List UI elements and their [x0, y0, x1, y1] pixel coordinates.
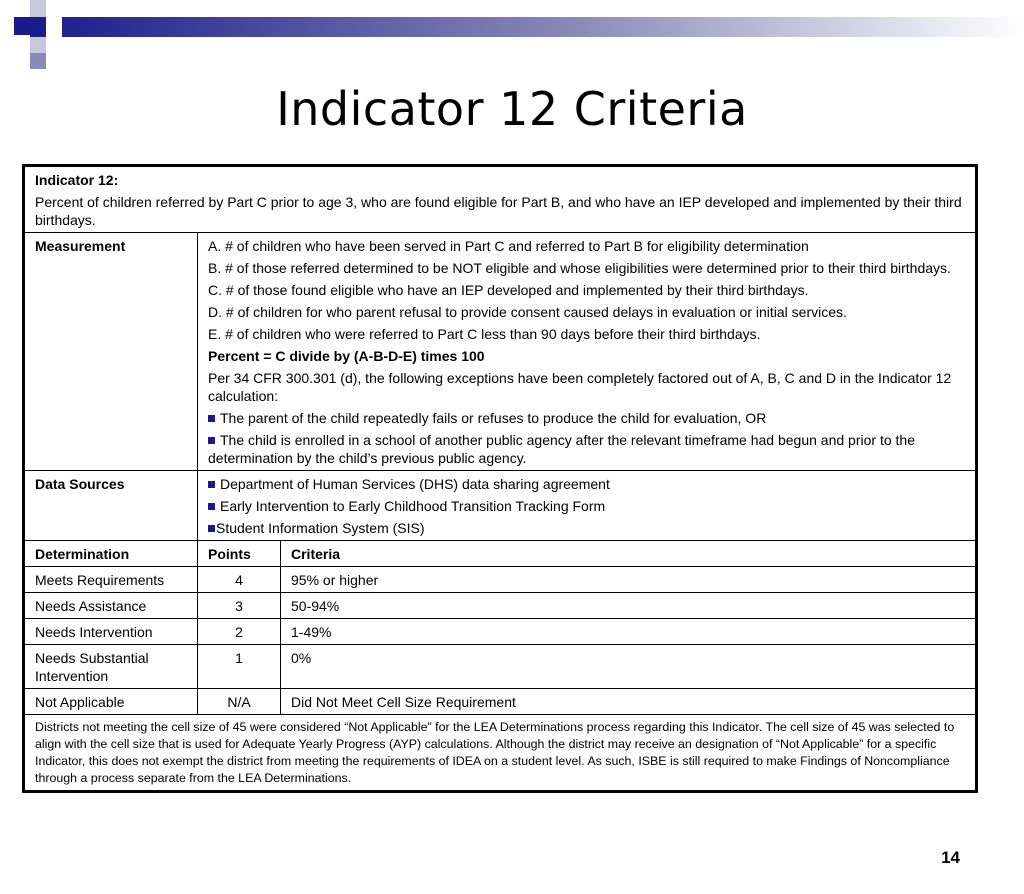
data-sources-row [24, 471, 977, 541]
exception-item: The parent of the child repeatedly fails or refuses to produce the child for evaluation, OR [208, 409, 965, 427]
measurement-label: Measurement [24, 233, 198, 471]
bullet-square-icon [208, 481, 215, 488]
criteria-cell: 50-94% [281, 593, 977, 619]
measurement-item: B. # of those referred determined to be NOT eligible and whose eligibilities were determined prior to their third birthdays. [208, 260, 951, 276]
points-cell: 4 [198, 567, 281, 593]
column-header: Criteria [281, 541, 977, 567]
page-number: 14 [941, 848, 960, 867]
criteria-cell: Did Not Meet Cell Size Requirement [281, 689, 977, 715]
measurement-item: A. # of children who have been served in Part C and referred to Part B for eligibility determination [208, 238, 809, 254]
determination-header-row [24, 541, 977, 567]
criteria-cell: 95% or higher [281, 567, 977, 593]
slide-title: Indicator 12 Criteria [276, 82, 748, 136]
indicator-heading: Indicator 12: [35, 172, 119, 188]
measurement-item: E. # of children who were referred to Part C less than 90 days before their third birthdays. [208, 326, 761, 342]
points-cell: 2 [198, 619, 281, 645]
column-header: Determination [24, 541, 198, 567]
exception-item: The child is enrolled in a school of another public agency after the relevant timeframe had begun and prior to the determination by the child’s previous public agency. [208, 432, 915, 466]
data-source-item: Early Intervention to Early Childhood Transition Tracking Form [208, 497, 965, 515]
bullet-square-icon [208, 503, 215, 510]
criteria-cell: 1-49% [281, 619, 977, 645]
points-cell: 1 [198, 645, 281, 689]
measurement-row [24, 233, 977, 471]
table-row [24, 645, 977, 689]
measurement-formula: Percent = C divide by (A-B-D-E) times 100 [208, 348, 485, 364]
table-row [24, 567, 977, 593]
measurement-item: D. # of children for who parent refusal to provide consent caused delays in evaluation or initial services. [208, 304, 847, 320]
data-sources-content [198, 471, 977, 541]
points-cell: 3 [198, 593, 281, 619]
criteria-table [22, 164, 978, 793]
table-row [24, 593, 977, 619]
column-header: Points [198, 541, 281, 567]
determination-cell: Needs Substantial Intervention [24, 645, 198, 689]
criteria-cell: 0% [281, 645, 977, 689]
bullet-square-icon [208, 415, 215, 422]
determination-cell: Needs Assistance [24, 593, 198, 619]
data-sources-label: Data Sources [24, 471, 198, 541]
exceptions-intro: Per 34 CFR 300.301 (d), the following exceptions have been completely factored out of A, B, C and D in the Indicator 12 calculation: [208, 370, 952, 404]
table-row [24, 689, 977, 715]
data-source-item: Student Information System (SIS) [208, 519, 965, 537]
determination-cell: Needs Intervention [24, 619, 198, 645]
footnote: Districts not meeting the cell size of 45 were considered “Not Applicable” for the LEA Determinations process regarding this Indicator. The cell size of 45 was selected to align with the cell size that is used for Adequate Yearly Progress (AYP) calculations. Although the district may receive an designation of “Not Applicable” for a specific Indicator, this does not exempt the district from meeting the requirements of IDEA on a student level. As such, ISBE is still required to make Findings of Noncompliance through a process separate from the LEA Determinations. [24, 715, 977, 792]
table-row [24, 619, 977, 645]
data-source-item: Department of Human Services (DHS) data sharing agreement [208, 475, 965, 493]
measurement-content [198, 233, 977, 471]
points-cell: N/A [198, 689, 281, 715]
bullet-square-icon [208, 437, 215, 444]
indicator-row [24, 166, 977, 233]
determination-cell: Not Applicable [24, 689, 198, 715]
bullet-square-icon [208, 525, 215, 532]
header-banner [0, 0, 1024, 70]
indicator-description: Percent of children referred by Part C prior to age 3, who are found eligible for Part B, and who have an IEP developed and implemented by their third birthdays. [35, 194, 962, 228]
determination-cell: Meets Requirements [24, 567, 198, 593]
measurement-item: C. # of those found eligible who have an IEP developed and implemented by their third birthdays. [208, 282, 809, 298]
footnote-row [24, 715, 977, 792]
